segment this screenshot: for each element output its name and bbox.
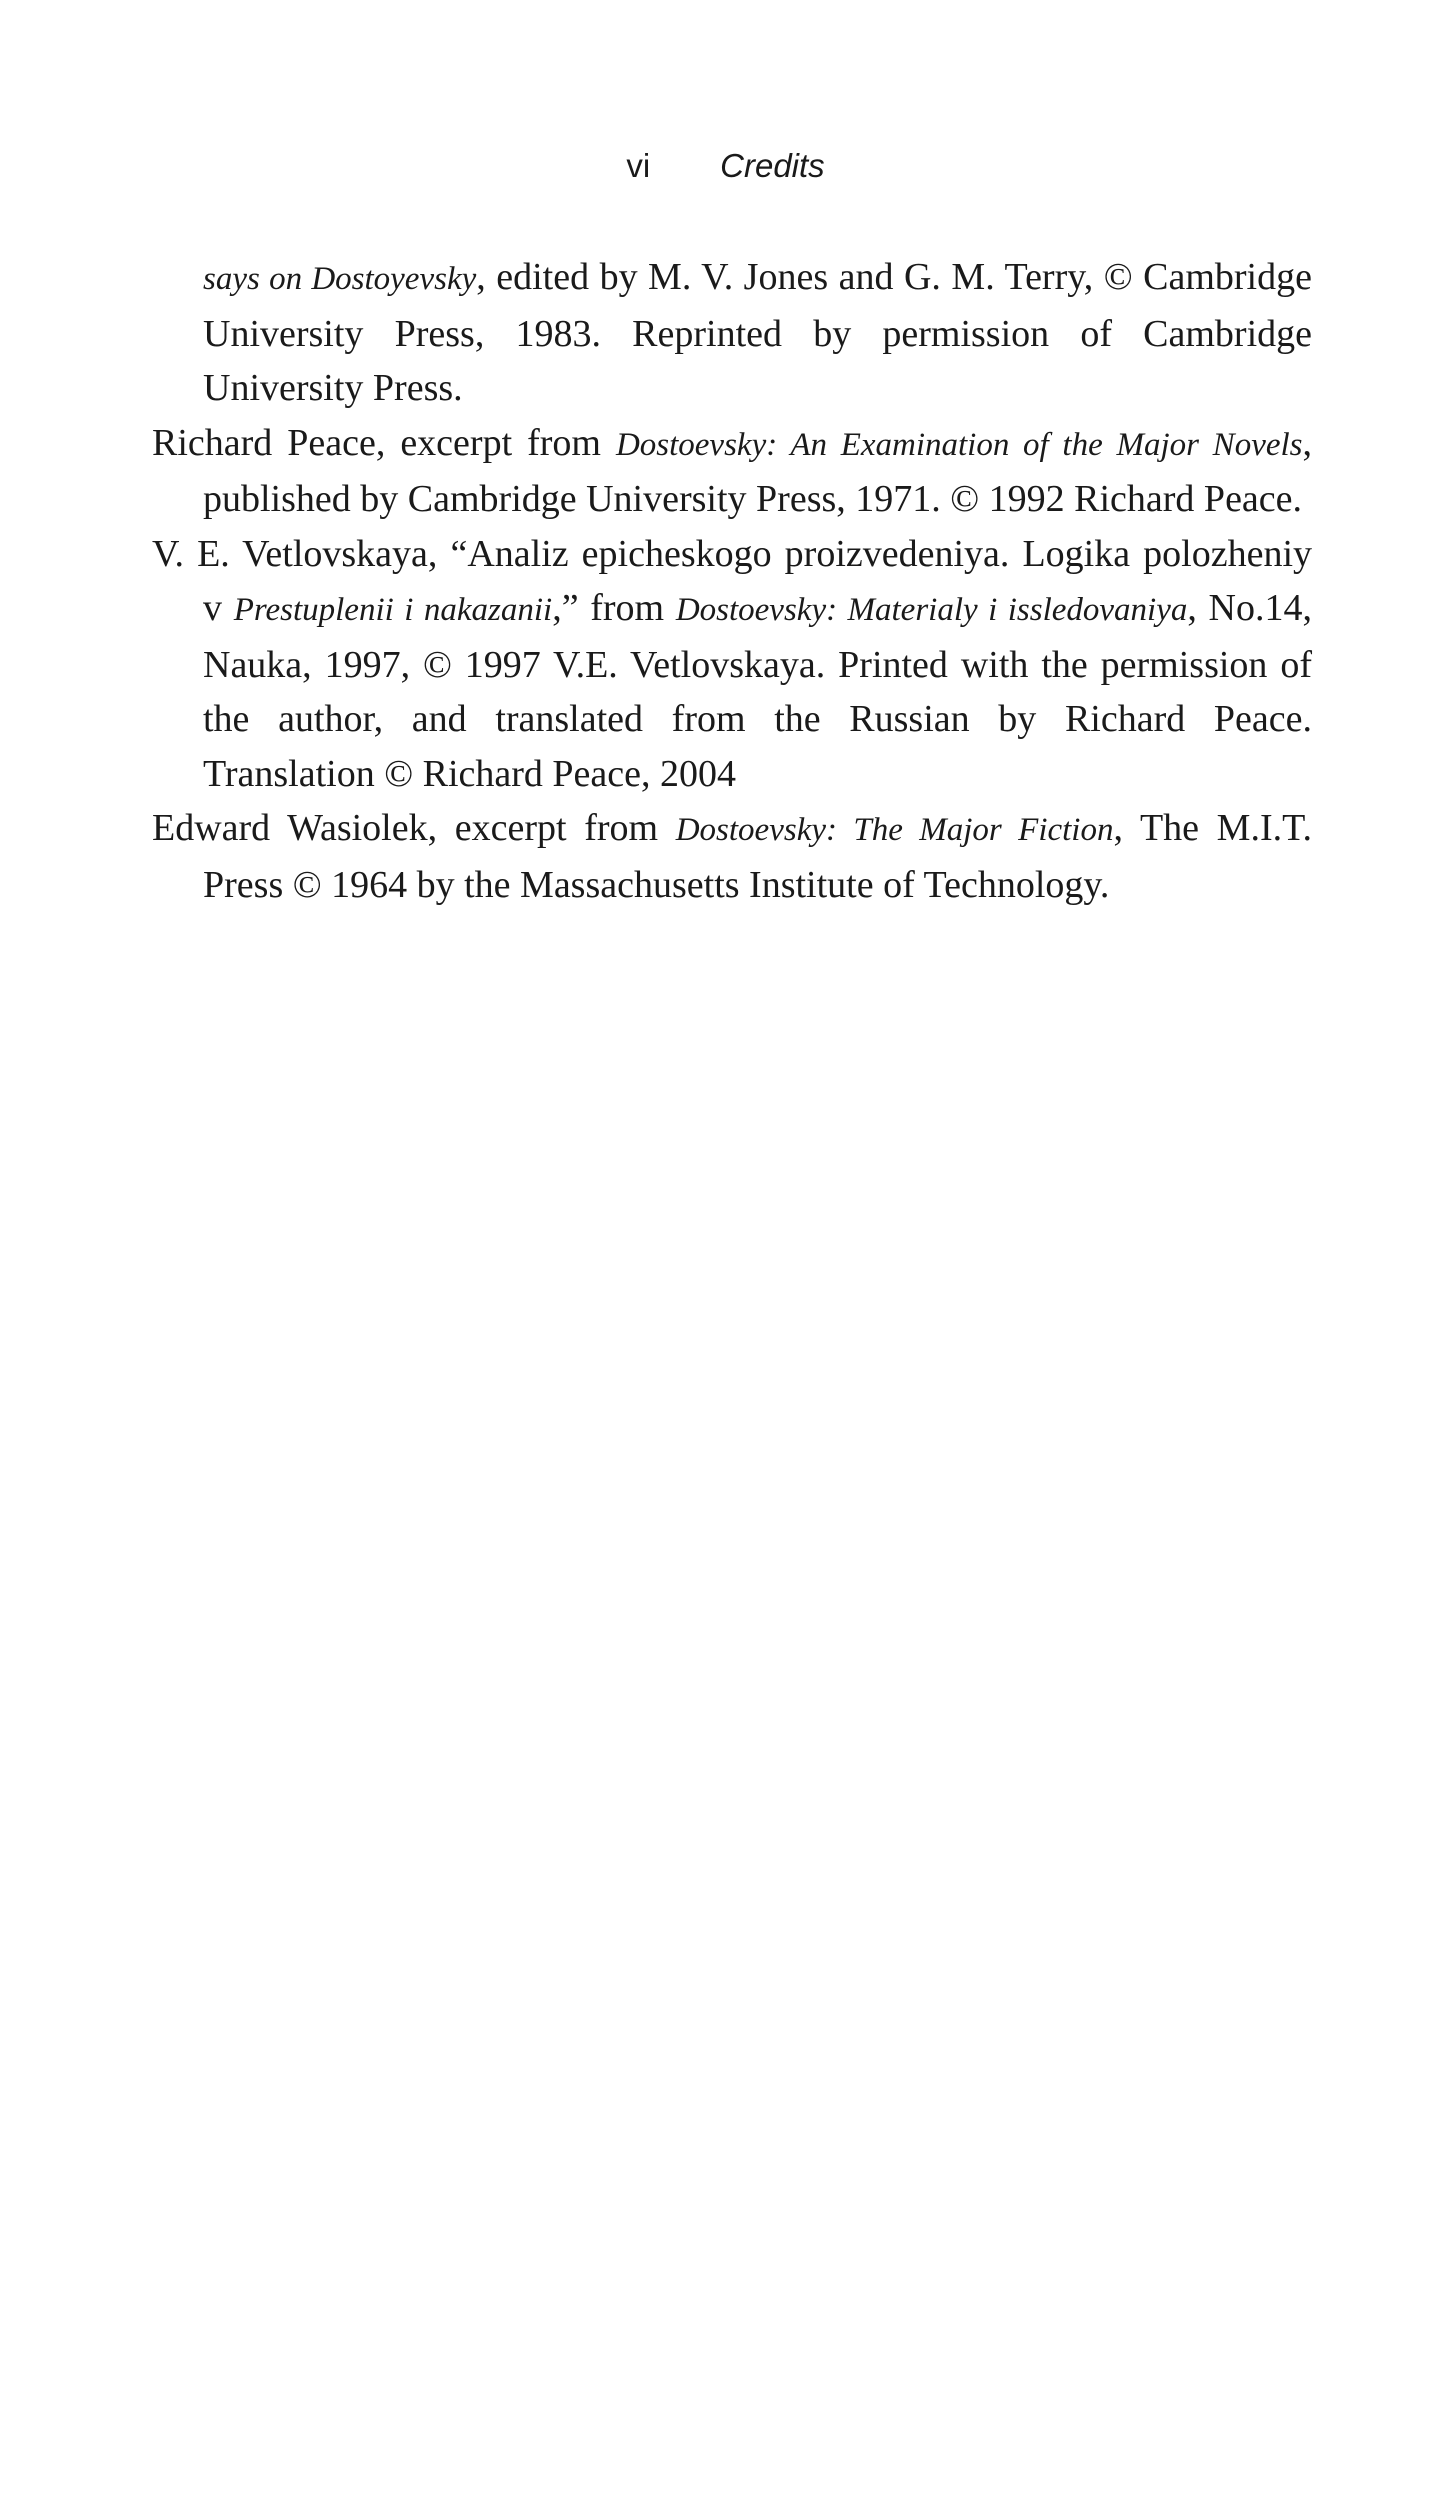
credit-entry-continued	[152, 250, 1312, 416]
credit-text: Edward Wasiolek, excerpt from	[152, 807, 676, 849]
running-head-title: Credits	[720, 147, 825, 184]
work-title: Dostoevsky: The Major Fiction	[675, 812, 1114, 848]
credit-entry-wasiolek	[152, 801, 1312, 912]
credit-text: Richard Peace, excerpt from	[152, 421, 616, 464]
credit-text: , The M.I.T. Press © 1964 by the Massachusetts Institute of Technology.	[203, 807, 1313, 906]
running-head	[0, 146, 1451, 187]
work-title: says on Dostoyevsky	[203, 261, 477, 297]
credit-text: , edited by M. V. Jones and G. M. Terry, © Cambridge University Press, 1983. Reprinted by permission of Cambridge University Press.	[203, 256, 1312, 409]
credit-text: , published by Cambridge University Press, 1971. © 1992 Richard Peace.	[203, 421, 1312, 520]
credit-entry-vetlovskaya	[152, 527, 1312, 802]
credit-text: V. E. Vetlovskaya, “Analiz epicheskogo proizvedeniya. Logika polozheniy v	[152, 532, 1312, 629]
work-title: Prestuplenii i nakazanii	[233, 592, 553, 628]
credits-list	[152, 250, 1312, 912]
credit-text: , No.14, Nauka, 1997, © 1997 V.E. Vetlovskaya. Printed with the permission of the author, and translated from the Russian by Richard Peace. Translation © Richard Peace, 2004	[203, 587, 1312, 795]
credit-entry-peace	[152, 416, 1312, 527]
page-number: vi	[626, 147, 651, 184]
work-title: Dostoevsky: Materialy i issledovaniya	[675, 592, 1188, 628]
credit-text: ,” from	[552, 587, 676, 629]
work-title: Dostoevsky: An Examination of the Major Novels	[615, 426, 1303, 463]
